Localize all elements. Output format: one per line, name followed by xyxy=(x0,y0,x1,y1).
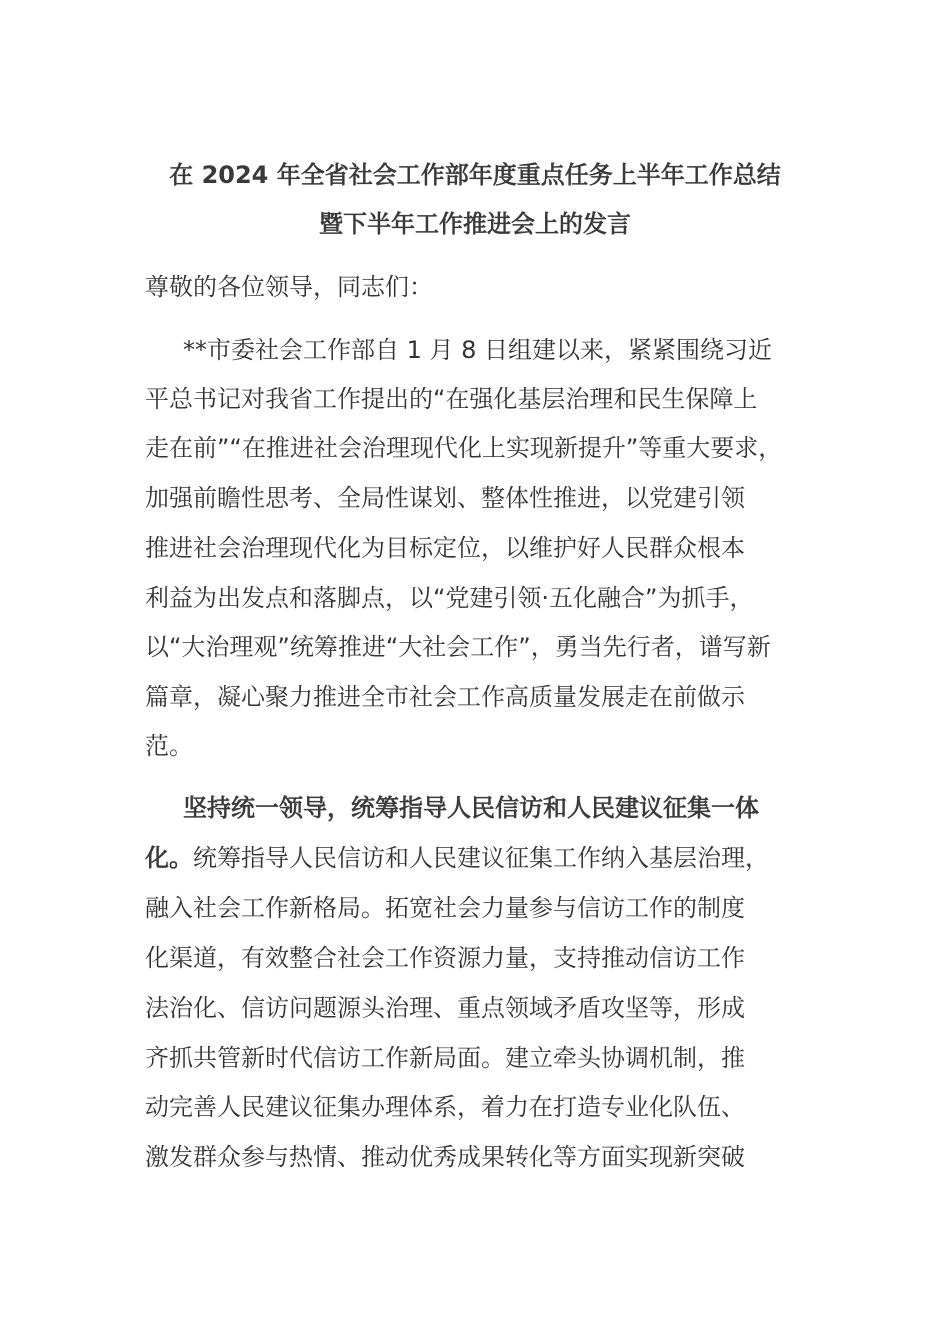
paragraph-line: **市委社会工作部自 1 月 8 日组建以来，紧紧围绕习近 xyxy=(183,336,773,364)
paragraph-line: 范。 xyxy=(145,732,193,760)
salutation: 尊敬的各位领导，同志们： xyxy=(145,273,433,301)
paragraph-line: 平总书记对我省工作提出的“在强化基层治理和民生保障上 xyxy=(145,385,758,413)
paragraph-line: 法治化、信访问题源头治理、重点领域矛盾攻坚等，形成 xyxy=(145,994,745,1022)
section-text: 统筹指导人民信访和人民建议征集工作纳入基层治理， xyxy=(193,844,769,872)
paragraph-line: 走在前”“在推进社会治理现代化上实现新提升”等重大要求， xyxy=(145,434,783,462)
paragraph-line: 融入社会工作新格局。拓宽社会力量参与信访工作的制度 xyxy=(145,894,745,922)
document-title-line-2: 暨下半年工作推进会上的发言 xyxy=(319,210,631,238)
paragraph-line: 动完善人民建议征集办理体系，着力在打造专业化队伍、 xyxy=(145,1093,745,1121)
section-heading: 坚持统一领导，统筹指导人民信访和人民建议征集一体 xyxy=(183,794,759,822)
paragraph-line: 篇章，凝心聚力推进全市社会工作高质量发展走在前做示 xyxy=(145,683,745,711)
section-heading-line xyxy=(183,793,759,823)
paragraph-line: 化渠道，有效整合社会工作资源力量，支持推动信访工作 xyxy=(145,944,745,972)
paragraph-line xyxy=(145,843,769,873)
document-title-line-1: 在 2024 年全省社会工作部年度重点任务上半年工作总结 xyxy=(169,161,781,189)
section-heading-tail: 化。 xyxy=(145,844,193,872)
paragraph-line: 加强前瞻性思考、全局性谋划、整体性推进，以党建引领 xyxy=(145,484,745,512)
paragraph-line: 齐抓共管新时代信访工作新局面。建立牵头协调机制，推 xyxy=(145,1044,745,1072)
paragraph-line: 利益为出发点和落脚点，以“党建引领·五化融合”为抓手， xyxy=(145,584,754,612)
paragraph-line: 推进社会治理现代化为目标定位，以维护好人民群众根本 xyxy=(145,534,745,562)
paragraph-line: 激发群众参与热情、推动优秀成果转化等方面实现新突破 xyxy=(145,1143,745,1171)
paragraph-line: 以“大治理观”统筹推进“大社会工作”，勇当先行者，谱写新 xyxy=(145,633,771,661)
